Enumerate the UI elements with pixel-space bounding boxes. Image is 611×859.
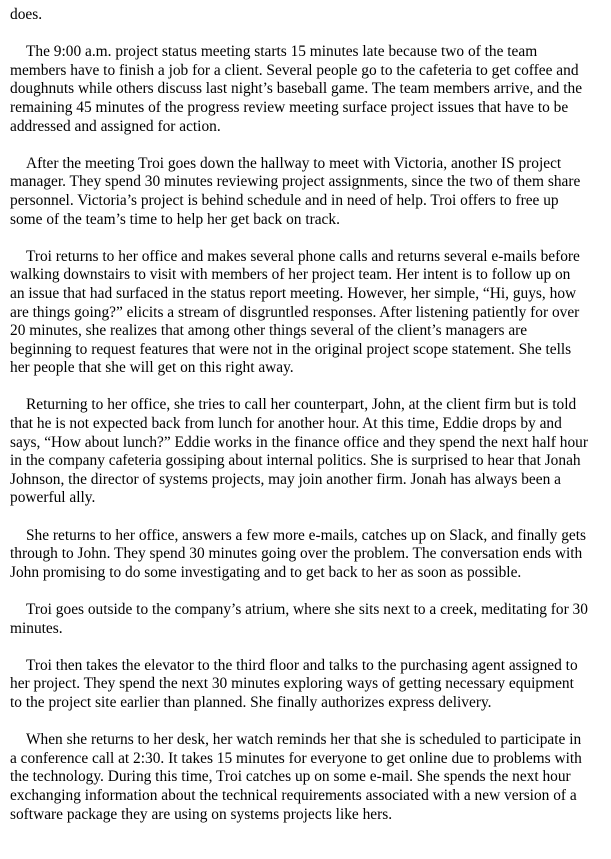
document-page xyxy=(10,6,588,843)
paragraph-status-meeting: The 9:00 a.m. project status meeting starts 15 minutes late because two of the team members have to finish a job for a client. Several people go to the cafeteria to get coffee and doughnuts while others discuss last night’s baseball game. The team members arrive, and the remaining 45 minutes of the progress review meeting surface project issues that have to be addressed and assigned for action. xyxy=(10,43,583,135)
paragraph-victoria-meeting: After the meeting Troi goes down the hallway to meet with Victoria, another IS project manager. They spend 30 minutes reviewing project assignments, since the two of them share personnel. Victoria’s project is behind schedule and in need of help. Troi offers to free up some of the team’s time to help her get back on track. xyxy=(10,154,581,228)
paragraph-purchasing: Troi then takes the elevator to the third floor and talks to the purchasing agent assigned to her project. They spend the next 30 minutes exploring ways of getting necessary equipment to the project site earlier than planned. She finally authorizes express delivery. xyxy=(10,656,578,711)
paragraph-lunch: Returning to her office, she tries to call her counterpart, John, at the client firm but is told that he is not expected back from lunch for another hour. At this time, Eddie drops by and says, “How about lunch?” Eddie works in the finance office and they spend the next half hour in the company cafeteria gossiping about internal politics. She is surprised to hear that Jonah Johnson, the director of systems projects, may join another firm. Jonah has always been a powerful ally. xyxy=(10,396,588,507)
paragraph-team-visit: Troi returns to her office and makes several phone calls and returns several e-mails before walking downstairs to visit with members of her project team. Her intent is to follow up on an issue that had surfaced in the status report meeting. However, her simple, “Hi, guys, how are things going?” elicits a stream of disgruntled responses. After listening patiently for over 20 minutes, she realizes that among other things several of the client’s managers are beginning to request features that were not in the original project scope statement. She tells her people that she will get on this right away. xyxy=(10,247,580,377)
paragraph-continuation: does. xyxy=(10,6,43,23)
paragraph-atrium: Troi goes outside to the company’s atrium, where she sits next to a creek, meditating for 30 minutes. xyxy=(10,601,588,637)
paragraph-conference-call: When she returns to her desk, her watch reminds her that she is scheduled to participate in a conference call at 2:30. It takes 15 minutes for everyone to get online due to problems with the technology. During this time, Troi catches up on some e-mail. She spends the next hour exchanging information about the technical requirements associated with a new version of a software package they are using on systems projects like hers. xyxy=(10,731,582,823)
paragraph-john-call: She returns to her office, answers a few more e-mails, catches up on Slack, and finally gets through to John. They spend 30 minutes going over the problem. The conversation ends with John promising to do some investigating and to get back to her as soon as possible. xyxy=(10,526,587,581)
